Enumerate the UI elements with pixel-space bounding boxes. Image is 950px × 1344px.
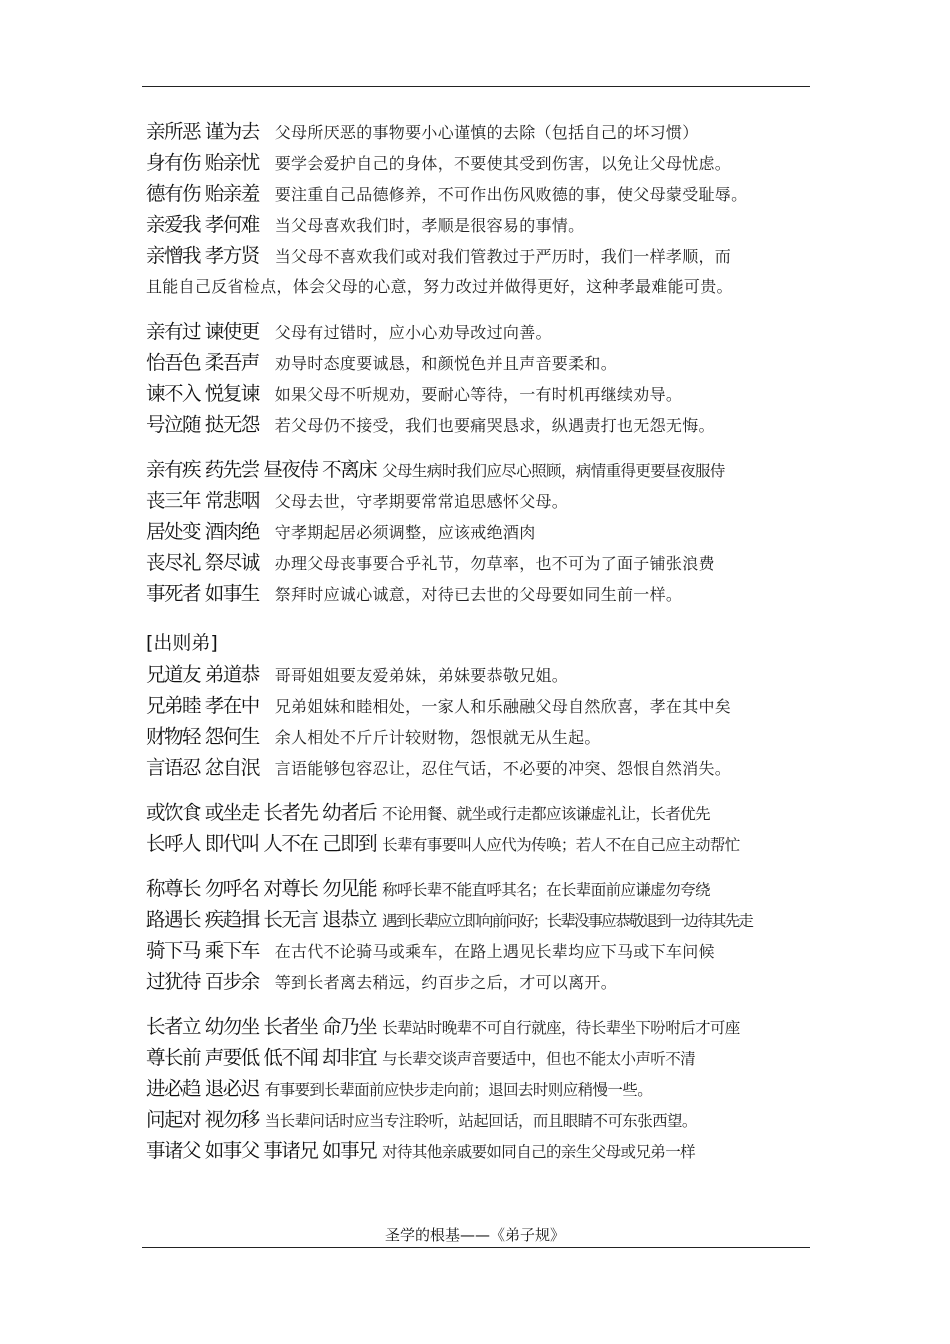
verse-translation: 等到长者离去稍远，约百步之后，才可以离开。 [274,973,618,992]
verse-translation: 哥哥姐姐要友爱弟妹，弟妹要恭敬兄姐。 [274,666,569,685]
verse-translation: 余人相处不斤斤计较财物，怨恨就无从生起。 [274,728,601,747]
verse-phrase: 骑下马 乘下车 [146,939,259,962]
verse-translation: 遇到长辈应立即向前问好；长辈没事应恭敬退到一边待其先走 [382,912,753,930]
verse-phrase: 进必趋 退必迟 [146,1077,259,1100]
verse-phrase: 谏不入 悦复谏 [146,382,259,405]
verse-line [146,828,810,859]
verse-translation: 若父母仍不接受，我们也要痛哭恳求，纵遇责打也无怨无悔。 [274,416,715,435]
section-brotherly-2 [146,797,810,859]
verse-translation: 长辈站时晚辈不可自行就座，待长辈坐下吩咐后才可座 [382,1019,740,1037]
verse-line [146,240,810,271]
verse-line [146,209,810,240]
verse-line [146,147,810,178]
verse-phrase: 亲有疾 药先尝 昼夜侍 不离床 [146,458,377,481]
verse-phrase: 或饮食 或坐走 长者先 幼者后 [146,801,377,824]
verse-phrase: 称尊长 勿呼名 对尊长 勿见能 [146,877,377,900]
verse-translation: 在古代不论骑马或乘车，在路上遇见长辈均应下马或下车问候 [274,942,715,961]
verse-continuation [146,271,810,302]
verse-phrase: 过犹待 百步余 [146,970,259,993]
bottom-rule [142,1247,810,1248]
spacer [146,997,810,1011]
verse-phrase: 德有伤 贻亲羞 [146,182,259,205]
top-rule [142,86,810,87]
document-body [146,116,810,1166]
section-heading: [出则弟] [146,632,218,654]
verse-translation: 有事要到长辈面前应快步走向前；退回去时则应稍慢一些。 [264,1081,653,1099]
verse-phrase: 兄弟睦 孝在中 [146,694,259,717]
verse-translation: 如果父母不听规劝，要耐心等待，一有时机再继续劝导。 [274,385,683,404]
verse-phrase: 路遇长 疾趋揖 长无言 退恭立 [146,908,377,931]
verse-translation: 父母所厌恶的事物要小心谨慎的去除（包括自己的坏习惯） [274,123,699,142]
verse-line [146,752,810,783]
section-filial-2 [146,316,810,440]
verse-translation: 称呼长辈不能直呼其名；在长辈面前应谦虚勿夸绕 [382,881,710,899]
verse-translation: 长辈有事要叫人应代为传唤；若人不在自己应主动帮忙 [382,836,740,854]
continuation-text: 且能自己反省检点，体会父母的心意，努力改过并做得更好，这种孝最难能可贵。 [146,277,733,296]
verse-line [146,935,810,966]
verse-line [146,578,810,609]
verse-line [146,116,810,147]
section-filial-1 [146,116,810,302]
verse-translation: 对待其他亲戚要如同自己的亲生父母或兄弟一样 [382,1143,696,1161]
verse-line [146,178,810,209]
verse-phrase: 怡吾色 柔吾声 [146,351,259,374]
verse-line [146,516,810,547]
verse-phrase: 号泣随 挞无怨 [146,413,259,436]
verse-line [146,547,810,578]
spacer [146,783,810,797]
verse-line [146,1042,810,1073]
verse-phrase: 亲憎我 孝方贤 [146,244,259,267]
section-brotherly-3 [146,873,810,997]
verse-line [146,409,810,440]
verse-phrase: 亲有过 谏使更 [146,320,259,343]
verse-phrase: 丧三年 常悲咽 [146,489,259,512]
section-brotherly-4 [146,1011,810,1166]
verse-phrase: 亲所恶 谨为去 [146,120,259,143]
verse-line [146,485,810,516]
verse-phrase: 事死者 如事生 [146,582,259,605]
verse-translation: 要学会爱护自己的身体，不要使其受到伤害，以免让父母忧虑。 [274,154,732,173]
verse-phrase: 丧尽礼 祭尽诚 [146,551,259,574]
verse-line [146,966,810,997]
verse-line [146,690,810,721]
verse-translation: 父母去世，守孝期要常常追思感怀父母。 [274,492,569,511]
verse-translation: 当父母不喜欢我们或对我们管教过于严历时，我们一样孝顺，而 [274,247,732,266]
spacer [146,859,810,873]
verse-phrase: 居处变 酒肉绝 [146,520,259,543]
verse-line [146,797,810,828]
verse-phrase: 兄道友 弟道恭 [146,663,259,686]
verse-translation: 父母生病时我们应尽心照顾，病情重得更要昼夜服侍 [382,462,725,480]
verse-translation: 当父母喜欢我们时，孝顺是很容易的事情。 [274,216,585,235]
verse-line [146,316,810,347]
verse-phrase: 长呼人 即代叫 人不在 己即到 [146,832,377,855]
verse-phrase: 问起对 视勿移 [146,1108,259,1131]
verse-line [146,721,810,752]
verse-translation: 守孝期起居必须调整，应该戒绝酒肉 [274,523,536,542]
verse-line [146,1011,810,1042]
verse-phrase: 言语忍 忿自泯 [146,756,259,779]
section-filial-3 [146,454,810,609]
verse-line [146,1073,810,1104]
verse-translation: 办理父母丧事要合乎礼节，勿草率，也不可为了面子铺张浪费 [274,554,715,573]
verse-line [146,904,810,935]
verse-translation: 言语能够包容忍让，忍住气话，不必要的冲突、怨恨自然消失。 [274,759,732,778]
verse-translation: 不论用餐、就坐或行走都应该谦虚礼让，长者优先 [382,805,710,823]
verse-line [146,378,810,409]
verse-phrase: 身有伤 贻亲忧 [146,151,259,174]
page-footer: 圣学的根基——《弟子规》 [384,1226,565,1244]
verse-line [146,454,810,485]
verse-line [146,347,810,378]
verse-line [146,1135,810,1166]
spacer [146,609,810,627]
verse-line [146,659,810,690]
verse-translation: 要注重自己品德修养，不可作出伤风败德的事，使父母蒙受耻辱。 [274,185,748,204]
verse-translation: 当长辈问话时应当专注聆听，站起回话，而且眼睛不可东张西望。 [264,1112,697,1130]
verse-translation: 父母有过错时，应小心劝导改过向善。 [274,323,552,342]
section-brotherly-1 [146,659,810,783]
verse-translation: 劝导时态度要诚恳，和颜悦色并且声音要柔和。 [274,354,618,373]
verse-translation: 与长辈交谈声音要适中，但也不能太小声听不清 [382,1050,696,1068]
spacer [146,440,810,454]
verse-line [146,873,810,904]
verse-phrase: 财物轻 怨何生 [146,725,259,748]
verse-phrase: 长者立 幼勿坐 长者坐 命乃坐 [146,1015,377,1038]
verse-line [146,1104,810,1135]
verse-phrase: 尊长前 声要低 低不闻 却非宜 [146,1046,377,1069]
spacer [146,302,810,316]
verse-phrase: 亲爱我 孝何难 [146,213,259,236]
verse-translation: 兄弟姐妹和睦相处，一家人和乐融融父母自然欣喜，孝在其中矣 [274,697,732,716]
verse-phrase: 事诸父 如事父 事诸兄 如事兄 [146,1139,377,1162]
verse-translation: 祭拜时应诚心诚意，对待已去世的父母要如同生前一样。 [274,585,683,604]
